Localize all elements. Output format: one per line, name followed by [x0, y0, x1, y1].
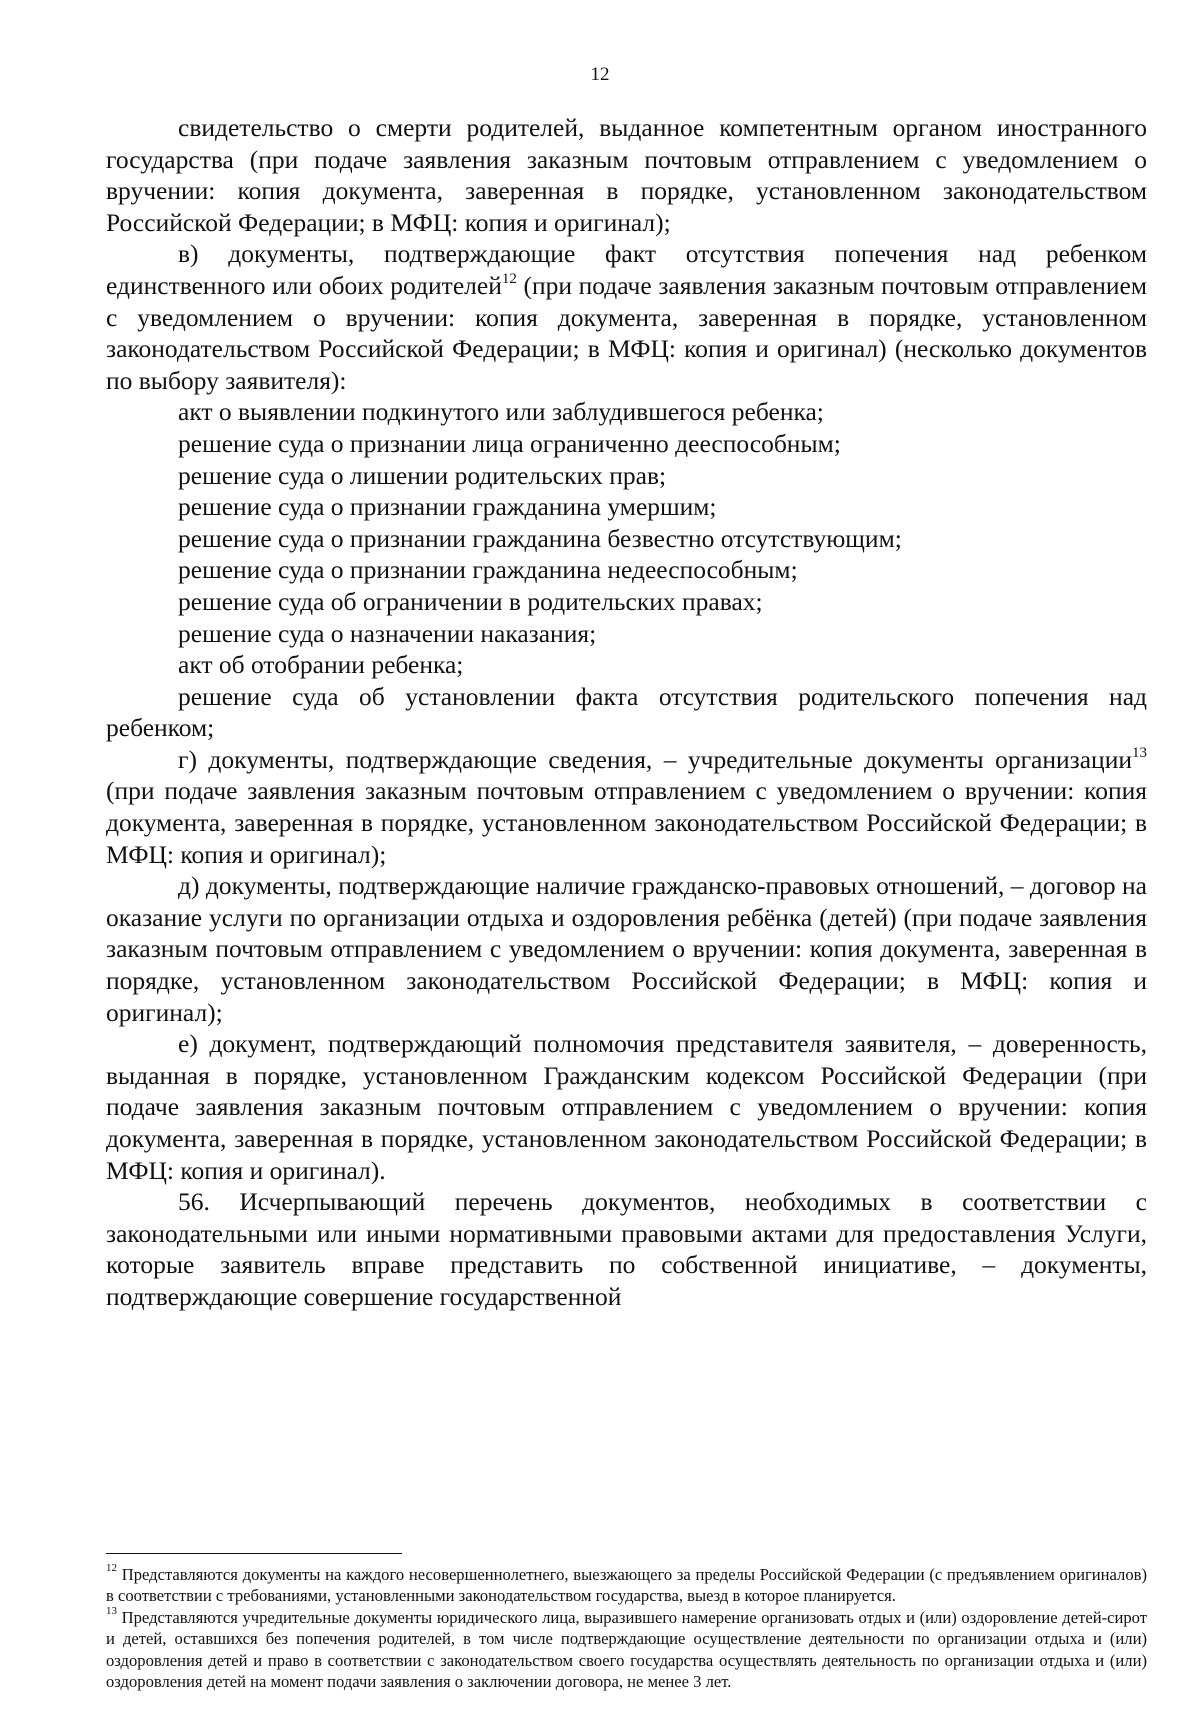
- list-item-text: решение суда о признании гражданина безвестно отсутствующим;: [178, 523, 902, 553]
- paragraph-text: д) документы, подтверждающие наличие гражданско-правовых отношений, – договор на оказание услуги по организации отдыха и оздоровления ребёнка (детей) (при подаче заявления заказным почтовым отправлением с уведомлением о вручении: копия документа, заверенная в порядке, установленном законодательством Российской Федерации; в МФЦ: копия и оригинал);: [106, 871, 1147, 1027]
- list-item-text: акт о выявлении подкинутого или заблудившегося ребенка;: [178, 397, 824, 427]
- body-text: [106, 112, 1147, 1313]
- footnote-mark: 12: [106, 1562, 117, 1575]
- paragraph-item-v: [106, 238, 1147, 396]
- footnote-13: [106, 1607, 1147, 1693]
- list-item-text: решение суда о признании лица ограниченно дееспособным;: [178, 428, 841, 458]
- list-item-text: решение суда о назначении наказания;: [178, 618, 597, 648]
- footnotes: [106, 1564, 1147, 1692]
- paragraph-item-g: [106, 744, 1147, 870]
- list-item: [106, 618, 1147, 650]
- page-number: 12: [590, 64, 610, 85]
- paragraph-text: г) документы, подтверждающие сведения, – учредительные документы организации: [178, 744, 1132, 774]
- footnote-reference[interactable]: 12: [501, 271, 517, 288]
- paragraph-text: в) документы, подтверждающие факт отсутствия попечения над ребенком единственного или обоих родителей: [106, 239, 1147, 300]
- footnote-mark: 13: [106, 1605, 117, 1618]
- paragraph-death-certificate: [106, 112, 1147, 238]
- footnote-12: [106, 1564, 1147, 1607]
- list-item: [106, 523, 1147, 555]
- list-item: [106, 554, 1147, 586]
- list-item: [106, 428, 1147, 460]
- list-item: [106, 460, 1147, 492]
- list-item: [106, 649, 1147, 681]
- list-item: [106, 396, 1147, 428]
- footnote-divider: [106, 1553, 402, 1554]
- list-item-text: решение суда о признании гражданина умершим;: [178, 492, 717, 522]
- paragraph-56: [106, 1186, 1147, 1312]
- footnote-text: Представляются документы на каждого несовершеннолетнего, выезжающего за пределы Российской Федерации (с предъявлением оригиналов) в соответствии с требованиями, установленными законодательством государства, выезд в которое планируется.: [106, 1565, 1147, 1606]
- list-item: [106, 681, 1147, 744]
- list-item-text: акт об отобрании ребенка;: [178, 650, 464, 680]
- paragraph-text: свидетельство о смерти родителей, выданное компетентным органом иностранного государства (при подаче заявления заказным почтовым отправлением с уведомлением о вручении: копия документа, заверенная в порядке, установленном законодательством Российской Федерации; в МФЦ: копия и оригинал);: [106, 113, 1147, 237]
- footnote-text: Представляются учредительные документы юридического лица, выразившего намерение организовать отдых и (или) оздоровление детей-сирот и детей, оставшихся без попечения родителей, в том числе подтверждающие осуществление деятельности по организации отдыха и (или) оздоровления детей и право в соответствии с законодательством своего государства осуществлять деятельность по организации отдыха и (или) оздоровления детей на момент подачи заявления о заключении договора, не менее 3 лет.: [106, 1607, 1147, 1692]
- list-item-text: решение суда об ограничении в родительских правах;: [178, 586, 763, 616]
- list-item: [106, 586, 1147, 618]
- paragraph-item-d: [106, 870, 1147, 1028]
- paragraph-text-tail: (при подаче заявления заказным почтовым отправлением с уведомлением о вручении: копия документа, заверенная в порядке, установленном законодательством Российской Федерации; в МФЦ: копия и оригинал) (несколько документов по выбору заявителя):: [106, 270, 1147, 395]
- list-item: [106, 491, 1147, 523]
- paragraph-text: е) документ, подтверждающий полномочия представителя заявителя, – доверенность, выданная в порядке, установленном Гражданским кодексом Российской Федерации (при подаче заявления заказным почтовым отправлением с уведомлением о вручении: копия документа, заверенная в порядке, установленном законодательством Российской Федерации; в МФЦ: копия и оригинал).: [106, 1029, 1147, 1185]
- list-item-text: решение суда о лишении родительских прав;: [178, 460, 667, 490]
- list-item-text: решение суда об установлении факта отсутствия родительского попечения над ребенком;: [106, 681, 1147, 743]
- list-item-text: решение суда о признании гражданина недееспособным;: [178, 555, 798, 585]
- paragraph-text: 56. Исчерпывающий перечень документов, необходимых в соответствии с законодательными или иными нормативными правовыми актами для предоставления Услуги, которые заявитель вправе представить по собственной инициативе, – документы, подтверждающие совершение государственной: [106, 1187, 1147, 1311]
- footnote-reference[interactable]: 13: [1132, 745, 1147, 762]
- paragraph-item-e: [106, 1028, 1147, 1186]
- paragraph-text-tail: (при подаче заявления заказным почтовым отправлением с уведомлением о вручении: копия документа, заверенная в порядке, установленном законодательством Российской Федерации; в МФЦ: копия и оригинал);: [106, 776, 1147, 869]
